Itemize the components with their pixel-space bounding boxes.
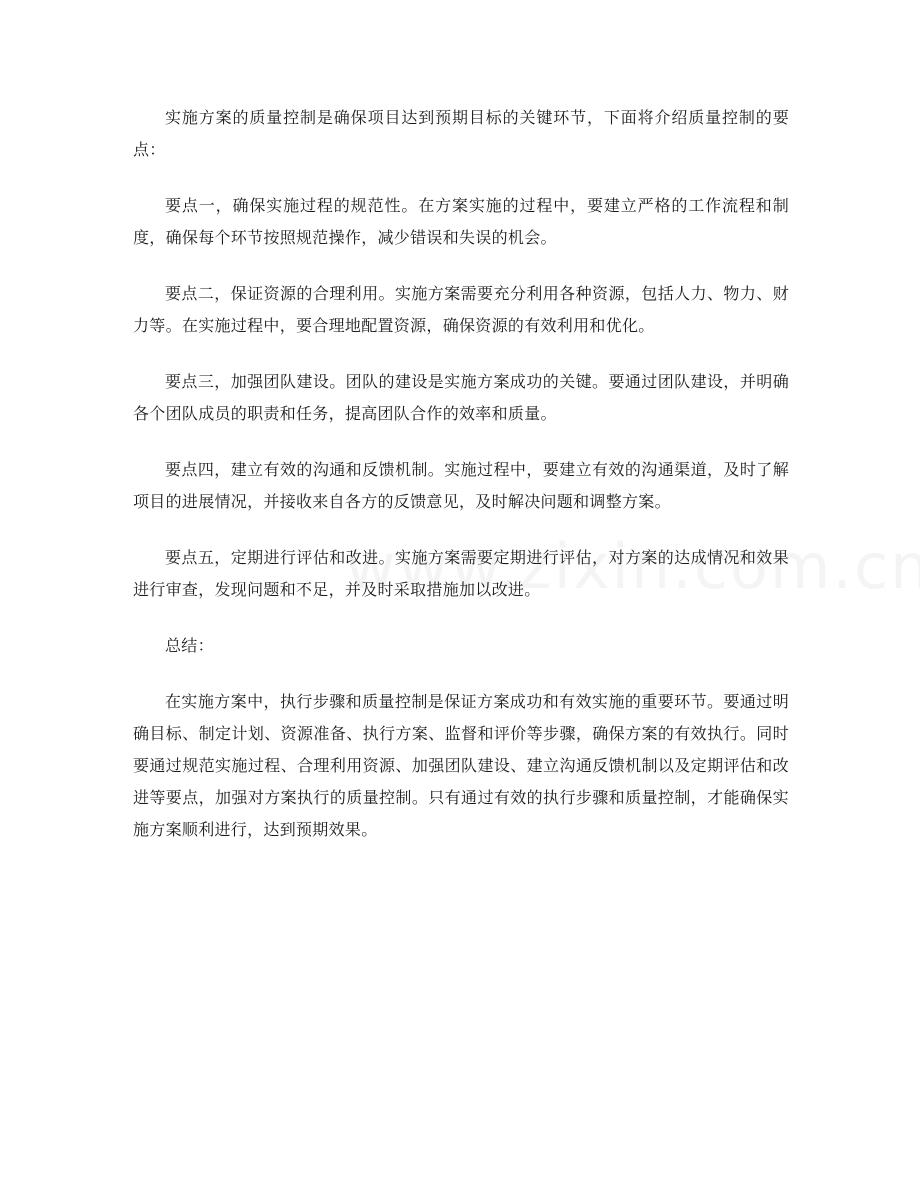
paragraph-summary-label: 总结： [165,636,214,655]
paragraph-point-2: 要点二，保证资源的合理利用。实施方案需要充分利用各种资源，包括人力、物力、财力等。在实施过程中，要合理地配置资源，确保资源的有效利用和优化。 [133,284,789,335]
document-body [133,102,789,870]
paragraph-point-5: 要点五，定期进行评估和改进。实施方案需要定期进行评估，对方案的达成情况和效果进行审查，发现问题和不足，并及时采取措施加以改进。 [133,548,789,599]
paragraph-point-1: 要点一，确保实施过程的规范性。在方案实施的过程中，要建立严格的工作流程和制度，确保每个环节按照规范操作，减少错误和失误的机会。 [133,196,789,247]
paragraph-summary: 在实施方案中，执行步骤和质量控制是保证方案成功和有效实施的重要环节。要通过明确目标、制定计划、资源准备、执行方案、监督和评价等步骤，确保方案的有效执行。同时要通过规范实施过程、合理利用资源、加强团队建设、建立沟通反馈机制以及定期评估和改进等要点，加强对方案执行的质量控制。只有通过有效的执行步骤和质量控制，才能确保实施方案顺利进行，达到预期效果。 [133,692,789,839]
paragraph-point-4: 要点四，建立有效的沟通和反馈机制。实施过程中，要建立有效的沟通渠道，及时了解项目的进展情况，并接收来自各方的反馈意见，及时解决问题和调整方案。 [133,460,789,511]
paragraph-intro: 实施方案的质量控制是确保项目达到预期目标的关键环节，下面将介绍质量控制的要点： [133,108,789,159]
paragraph-point-3: 要点三，加强团队建设。团队的建设是实施方案成功的关键。要通过团队建设，并明确各个团队成员的职责和任务，提高团队合作的效率和质量。 [133,372,789,423]
